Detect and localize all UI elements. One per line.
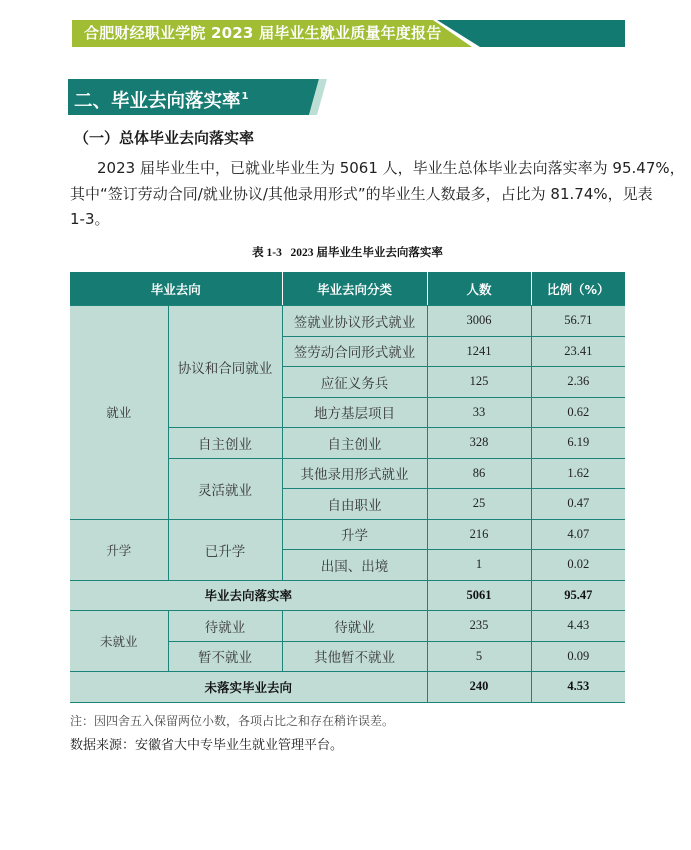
subcategory-enrolled: 已升学: [168, 519, 282, 580]
category-employment: 就业: [70, 306, 168, 520]
summary-ratio: 95.47: [531, 580, 625, 611]
report-title: 合肥财经职业学院 2023 届毕业生就业质量年度报告: [84, 24, 442, 42]
table-row: [70, 519, 625, 550]
paragraph-line-1: 2023 届毕业生中，已就业毕业生为 5061 人，毕业生总体毕业去向落实率为 95.47%，: [97, 159, 685, 177]
subsection-title: （一）总体毕业去向落实率: [74, 129, 255, 147]
summary-label: 未落实毕业去向: [70, 672, 427, 703]
classification-cell: 签就业协议形式就业: [282, 306, 427, 337]
section-heading: [0, 70, 360, 125]
count-cell: 328: [427, 428, 531, 459]
count-cell: 86: [427, 458, 531, 489]
classification-cell: 地方基层项目: [282, 397, 427, 428]
ratio-cell: 0.47: [531, 489, 625, 520]
ratio-cell: 0.02: [531, 550, 625, 581]
section-title: [74, 79, 248, 115]
header-count: 人数: [427, 272, 531, 306]
classification-cell: 待就业: [282, 611, 427, 642]
table-header-row: [70, 272, 625, 306]
subcategory-awaiting: 待就业: [168, 611, 282, 642]
ratio-cell: 6.19: [531, 428, 625, 459]
summary-row-not-placed: [70, 672, 625, 703]
count-cell: 235: [427, 611, 531, 642]
subcategory-self-employed: 自主创业: [168, 428, 282, 459]
count-cell: 216: [427, 519, 531, 550]
header-ratio: 比例（%）: [531, 272, 625, 306]
ratio-cell: 56.71: [531, 306, 625, 337]
ratio-cell: 0.62: [531, 397, 625, 428]
summary-count: 240: [427, 672, 531, 703]
footnote-marker: 1: [241, 91, 249, 102]
table-row: [70, 306, 625, 337]
subcategory-flexible: 灵活就业: [168, 458, 282, 519]
classification-cell: 升学: [282, 519, 427, 550]
table-row: [70, 611, 625, 642]
table-caption: 表 1-3 2023 届毕业生毕业去向落实率: [252, 247, 443, 259]
classification-cell: 签劳动合同形式就业: [282, 336, 427, 367]
count-cell: 5: [427, 641, 531, 672]
summary-label: 毕业去向落实率: [70, 580, 427, 611]
count-cell: 1241: [427, 336, 531, 367]
rounding-note: 注：因四舍五入保留两位小数，各项占比之和存在稍许误差。: [70, 714, 395, 728]
ratio-cell: 0.09: [531, 641, 625, 672]
classification-cell: 自主创业: [282, 428, 427, 459]
section-title-text: 二、毕业去向落实率: [74, 91, 241, 112]
ratio-cell: 23.41: [531, 336, 625, 367]
ratio-cell: 1.62: [531, 458, 625, 489]
summary-row-placement-rate: [70, 580, 625, 611]
classification-cell: 其他暂不就业: [282, 641, 427, 672]
paragraph-line-3: 1-3。: [70, 210, 110, 228]
subcategory-not-seeking: 暂不就业: [168, 641, 282, 672]
classification-cell: 应征义务兵: [282, 367, 427, 398]
graduate-destination-table: [70, 272, 625, 703]
paragraph-line-2: 其中“签订劳动合同/就业协议/其他录用形式”的毕业生人数最多，占比为 81.74%，见表: [70, 185, 653, 203]
header-classification: 毕业去向分类: [282, 272, 427, 306]
data-source-note: 数据来源：安徽省大中专毕业生就业管理平台。: [70, 738, 344, 753]
category-unemployed: 未就业: [70, 611, 168, 672]
classification-cell: 自由职业: [282, 489, 427, 520]
report-banner: [0, 0, 691, 60]
category-further-study: 升学: [70, 519, 168, 580]
count-cell: 33: [427, 397, 531, 428]
count-cell: 125: [427, 367, 531, 398]
summary-count: 5061: [427, 580, 531, 611]
count-cell: 3006: [427, 306, 531, 337]
ratio-cell: 4.43: [531, 611, 625, 642]
ratio-cell: 4.07: [531, 519, 625, 550]
classification-cell: 出国、出境: [282, 550, 427, 581]
count-cell: 25: [427, 489, 531, 520]
subcategory-contract: 协议和合同就业: [168, 306, 282, 428]
classification-cell: 其他录用形式就业: [282, 458, 427, 489]
ratio-cell: 2.36: [531, 367, 625, 398]
count-cell: 1: [427, 550, 531, 581]
header-destination: 毕业去向: [70, 272, 282, 306]
summary-ratio: 4.53: [531, 672, 625, 703]
